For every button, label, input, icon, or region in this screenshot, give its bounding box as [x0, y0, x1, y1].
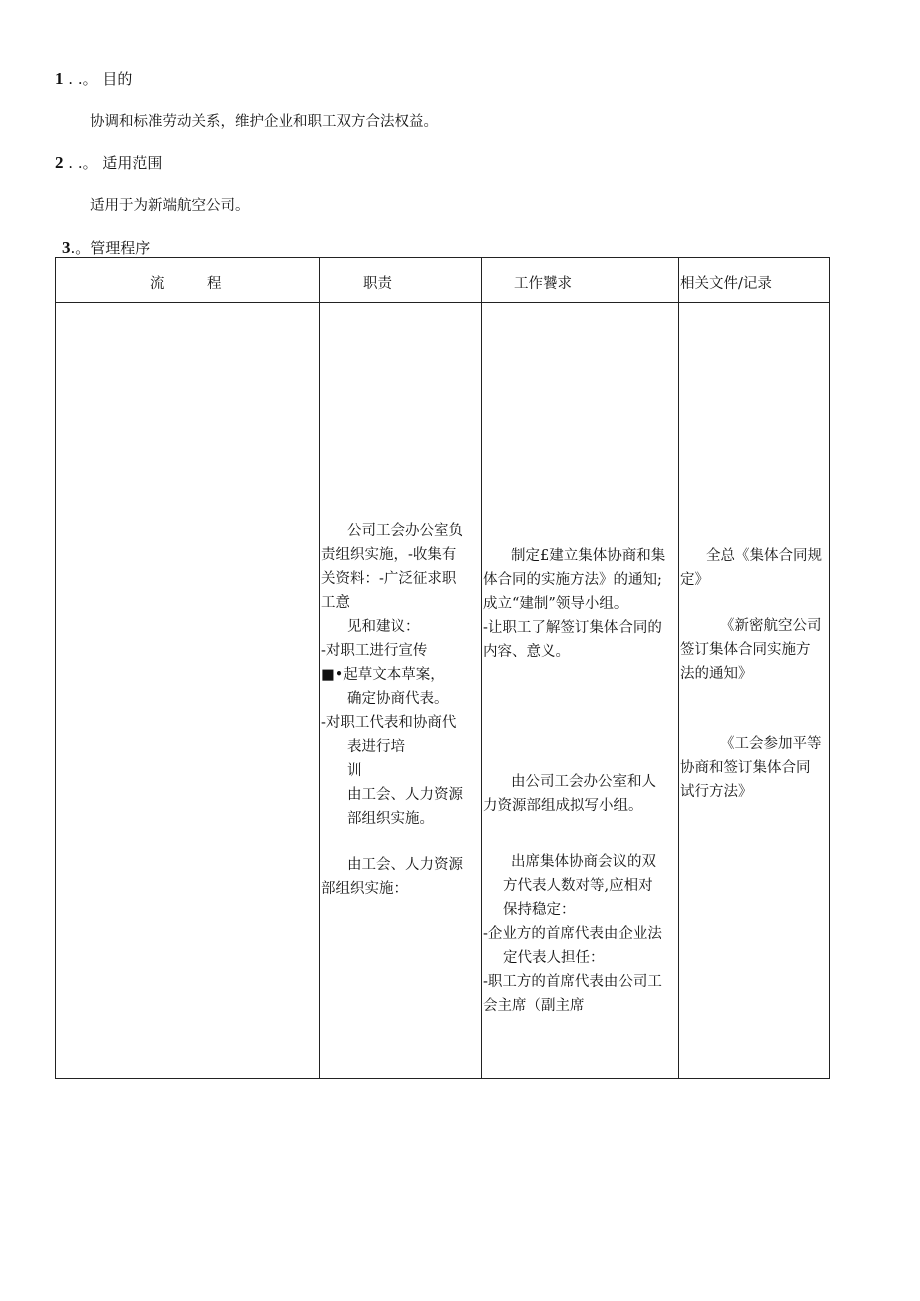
duty-line: 见和建议： — [347, 619, 420, 635]
work-line: 成立“建制”领导小组。 — [483, 596, 629, 612]
duty-line: 工意 — [321, 595, 350, 611]
file-line: 《工会参加平等 — [720, 736, 822, 752]
work-line: 出席集体协商会议的双 — [511, 854, 656, 870]
duty-line: 部组织实施。 — [347, 811, 434, 827]
duty-line: 确定协商代表。 — [347, 691, 449, 707]
duty-line: 表进行培 — [347, 739, 405, 755]
section-3-heading — [62, 237, 150, 258]
section-1-number: 1 — [55, 69, 64, 88]
duty-cell — [321, 519, 463, 901]
header-work-requirements: 工作饕求 — [514, 276, 572, 292]
work-line: 体合同的实施方法》的通知; — [483, 572, 662, 588]
file-line: 全总《集体合同规 — [706, 548, 822, 564]
section-1-heading — [55, 68, 132, 89]
header-process-1: 流 — [150, 276, 165, 292]
duty-line: 由工会、人力资源 — [347, 857, 463, 873]
work-line: 保持稳定： — [503, 902, 576, 918]
section-1-body: 协调和标准劳动关系，维护企业和职工双方合法权益。 — [90, 114, 438, 130]
duty-line: -对职工代表和协商代 — [321, 715, 457, 731]
file-line: 法的通知》 — [680, 666, 753, 682]
work-line: -企业方的首席代表由企业法 — [483, 926, 662, 942]
duty-line: ■•起草文本草案， — [321, 667, 445, 683]
file-line: 试行方法》 — [680, 784, 753, 800]
file-line: 定》 — [680, 572, 709, 588]
duty-line: 由工会、人力资源 — [347, 787, 463, 803]
section-3-separator: .。 — [70, 239, 91, 257]
duty-line: -对职工进行宣传 — [321, 643, 428, 659]
header-process-2: 程 — [207, 276, 222, 292]
work-line: 力资源部组成拟写小组。 — [483, 798, 643, 814]
work-line: 方代表人数对等,应相对 — [503, 878, 653, 894]
column-divider-2 — [481, 258, 482, 1078]
work-cell — [483, 544, 665, 1018]
procedure-table — [55, 257, 830, 1079]
work-line: 制定£建立集体协商和集 — [511, 548, 666, 564]
work-line: 由公司工会办公室和人 — [511, 774, 656, 790]
duty-line: 责组织实施，-收集有 — [321, 547, 457, 563]
work-line: -职工方的首席代表由公司工 — [483, 974, 662, 990]
column-divider-1 — [319, 258, 320, 1078]
duty-line: 训 — [347, 763, 362, 779]
section-1-title: 目的 — [102, 70, 133, 88]
work-line: -让职工了解签订集体合同的 — [483, 620, 662, 636]
section-1-separator: . .。 — [68, 70, 98, 88]
file-line: 《新密航空公司 — [720, 618, 822, 634]
column-divider-3 — [678, 258, 679, 1078]
section-3-title: 管理程序 — [90, 239, 151, 257]
section-2-separator: . .。 — [68, 154, 98, 172]
section-2-body: 适用于为新端航空公司。 — [90, 198, 250, 214]
header-related-files: 相关文件/记录 — [680, 276, 772, 292]
process-cell — [56, 303, 319, 1078]
section-2-number: 2 — [55, 153, 64, 172]
files-cell — [680, 544, 822, 804]
work-line: 定代表人担任： — [503, 950, 605, 966]
duty-line: 公司工会办公室负 — [347, 523, 463, 539]
header-duty: 职责 — [363, 276, 392, 292]
file-line: 签订集体合同实施方 — [680, 642, 811, 658]
file-line: 协商和签订集体合同 — [680, 760, 811, 776]
work-line: 会主席（副主席 — [483, 998, 585, 1014]
section-2-heading — [55, 152, 162, 173]
duty-line: 关资料：-广泛征求职 — [321, 571, 457, 587]
section-2-title: 适用范围 — [102, 154, 163, 172]
work-line: 内容、意义。 — [483, 644, 570, 660]
duty-line: 部组织实施： — [321, 881, 408, 897]
section-3-number: 3 — [62, 238, 71, 257]
